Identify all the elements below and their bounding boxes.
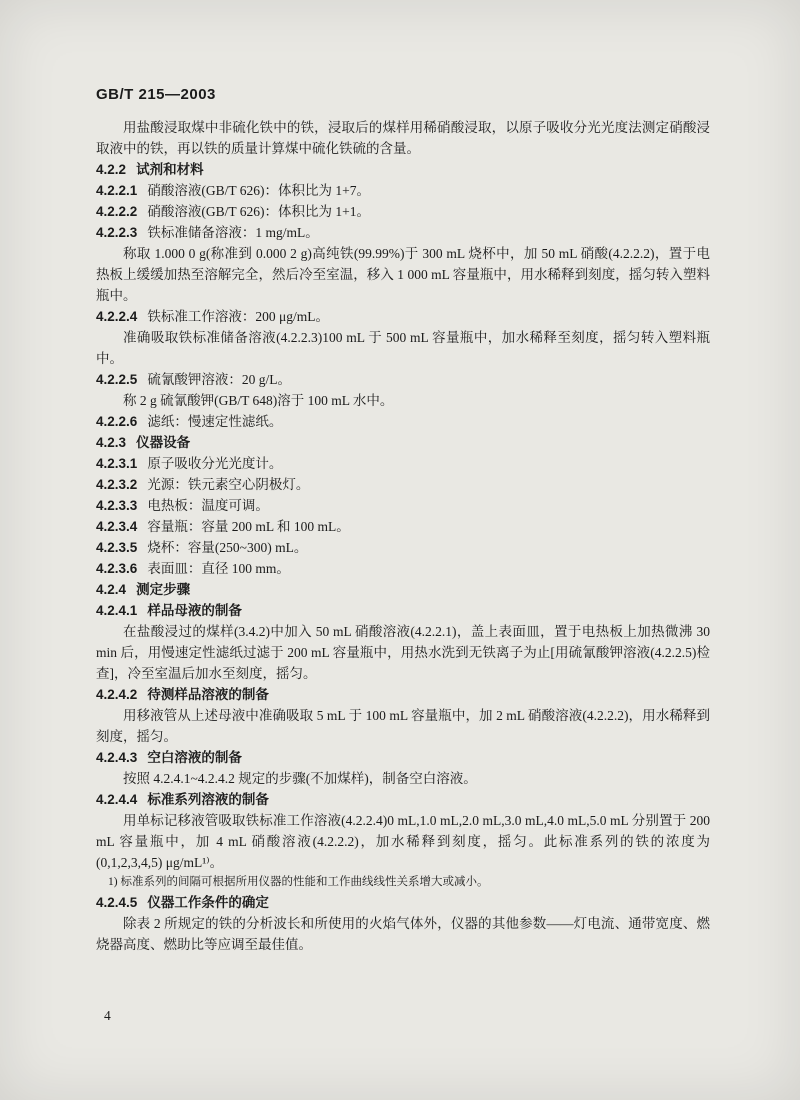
clause-number: 4.2.3.2 xyxy=(96,477,138,492)
clause-title: 测定步骤 xyxy=(136,582,191,597)
clause-title: 标准系列溶液的制备 xyxy=(147,792,269,807)
procedure-paragraph: 称取 1.000 0 g(称准到 0.000 2 g)高纯铁(99.99%)于 300 mL 烧杯中，加 50 mL 硝酸(4.2.2.2)，置于电热板上缓缓加热至溶解完全，然后冷至室温，移入 1 000 mL 容量瓶中，用水稀释到刻度，摇匀转入塑料瓶中。 xyxy=(96,246,710,303)
clause-number: 4.2.2.1 xyxy=(96,183,138,198)
clause-4-2-3-4 xyxy=(96,516,710,537)
clause-number: 4.2.2.5 xyxy=(96,372,138,387)
clause-number: 4.2.4 xyxy=(96,582,127,597)
clause-heading-4-2-4-2 xyxy=(96,684,710,705)
clause-text: 电热板：温度可调。 xyxy=(147,498,269,513)
clause-heading-4-2-3 xyxy=(96,432,710,453)
clause-heading-4-2-2 xyxy=(96,159,710,180)
clause-text: 滤纸：慢速定性滤纸。 xyxy=(147,414,283,429)
clause-text: 硝酸溶液(GB/T 626)：体积比为 1+7。 xyxy=(147,183,371,198)
procedure-paragraph: 在盐酸浸过的煤样(3.4.2)中加入 50 mL 硝酸溶液(4.2.2.1)，盖上表面皿，置于电热板上加热微沸 30 min 后，用慢速定性滤纸过滤于 200 mL 容量瓶中，用热水洗到无铁离子为止[用硫氰酸钾溶液(4.2.2.5)检查]，冷至室温后加水至刻度，摇匀。 xyxy=(96,624,710,681)
clause-4-2-2-6 xyxy=(96,411,710,432)
clause-number: 4.2.3.3 xyxy=(96,498,138,513)
clause-4-2-2-3 xyxy=(96,222,710,243)
clause-number: 4.2.4.1 xyxy=(96,603,138,618)
clause-number: 4.2.2 xyxy=(96,162,127,177)
clause-title: 待测样品溶液的制备 xyxy=(147,687,269,702)
clause-number: 4.2.2.2 xyxy=(96,204,138,219)
clause-heading-4-2-4-3 xyxy=(96,747,710,768)
clause-heading-4-2-4-5 xyxy=(96,892,710,913)
clause-4-2-3-5 xyxy=(96,537,710,558)
document-content xyxy=(96,117,710,955)
clause-4-2-2-2 xyxy=(96,201,710,222)
clause-number: 4.2.4.5 xyxy=(96,895,138,910)
clause-number: 4.2.2.4 xyxy=(96,309,138,324)
clause-text: 硝酸溶液(GB/T 626)：体积比为 1+1。 xyxy=(147,204,371,219)
page-number: 4 xyxy=(104,1008,111,1023)
procedure-paragraph: 准确吸取铁标准储备溶液(4.2.2.3)100 mL 于 500 mL 容量瓶中，加水稀释至刻度，摇匀转入塑料瓶中。 xyxy=(96,330,710,366)
clause-text: 表面皿：直径 100 mm。 xyxy=(147,561,290,576)
clause-heading-4-2-4-4 xyxy=(96,789,710,810)
procedure-paragraph: 用单标记移液管吸取铁标准工作溶液(4.2.2.4)0 mL,1.0 mL,2.0 mL,3.0 mL,4.0 mL,5.0 mL 分别置于 200 mL 容量瓶中，加 4 mL 硝酸溶液(4.2.2.2)，加水稀释到刻度，摇匀。此标准系列的铁的浓度为(0,1,2,3,4,5) μg/mL¹⁾。 xyxy=(96,813,710,870)
standard-number: GB/T 215—2003 xyxy=(96,86,216,103)
clause-4-2-2-5 xyxy=(96,369,710,390)
procedure-paragraph: 除表 2 所规定的铁的分析波长和所使用的火焰气体外，仪器的其他参数——灯电流、通带宽度、燃烧器高度、燃助比等应调至最佳值。 xyxy=(96,916,710,952)
clause-4-2-2-1 xyxy=(96,180,710,201)
clause-number: 4.2.3.4 xyxy=(96,519,138,534)
clause-title: 仪器工作条件的确定 xyxy=(147,895,269,910)
clause-title: 试剂和材料 xyxy=(136,162,204,177)
intro-paragraph: 用盐酸浸取煤中非硫化铁中的铁，浸取后的煤样用稀硝酸浸取，以原子吸收分光光度法测定硝酸浸取液中的铁，再以铁的质量计算煤中硫化铁硫的含量。 xyxy=(96,120,710,156)
clause-4-2-3-3 xyxy=(96,495,710,516)
clause-4-2-2-4 xyxy=(96,306,710,327)
clause-4-2-3-1 xyxy=(96,453,710,474)
clause-4-2-3-6 xyxy=(96,558,710,579)
clause-text: 原子吸收分光光度计。 xyxy=(147,456,283,471)
clause-number: 4.2.4.2 xyxy=(96,687,138,702)
clause-number: 4.2.2.3 xyxy=(96,225,138,240)
clause-heading-4-2-4-1 xyxy=(96,600,710,621)
clause-number: 4.2.3 xyxy=(96,435,127,450)
clause-number: 4.2.3.1 xyxy=(96,456,138,471)
procedure-paragraph: 用移液管从上述母液中准确吸取 5 mL 于 100 mL 容量瓶中，加 2 mL 硝酸溶液(4.2.2.2)，用水稀释到刻度，摇匀。 xyxy=(96,708,710,744)
clause-number: 4.2.4.4 xyxy=(96,792,138,807)
clause-text: 容量瓶：容量 200 mL 和 100 mL。 xyxy=(147,519,350,534)
clause-number: 4.2.4.3 xyxy=(96,750,138,765)
clause-text: 硫氰酸钾溶液：20 g/L。 xyxy=(147,372,292,387)
clause-title: 仪器设备 xyxy=(136,435,191,450)
clause-text: 光源：铁元素空心阴极灯。 xyxy=(147,477,310,492)
clause-text: 铁标准工作溶液：200 μg/mL。 xyxy=(147,309,330,324)
clause-number: 4.2.2.6 xyxy=(96,414,138,429)
footnote: 1) 标准系列的间隔可根据所用仪器的性能和工作曲线线性关系增大或减小。 xyxy=(108,876,489,888)
clause-heading-4-2-4 xyxy=(96,579,710,600)
clause-number: 4.2.3.5 xyxy=(96,540,138,555)
clause-text: 烧杯：容量(250~300) mL。 xyxy=(147,540,308,555)
clause-number: 4.2.3.6 xyxy=(96,561,138,576)
clause-title: 空白溶液的制备 xyxy=(147,750,242,765)
clause-4-2-3-2 xyxy=(96,474,710,495)
procedure-paragraph: 称 2 g 硫氰酸钾(GB/T 648)溶于 100 mL 水中。 xyxy=(123,393,394,408)
clause-title: 样品母液的制备 xyxy=(147,603,242,618)
clause-text: 铁标准储备溶液：1 mg/mL。 xyxy=(147,225,319,240)
procedure-paragraph: 按照 4.2.4.1~4.2.4.2 规定的步骤(不加煤样)，制备空白溶液。 xyxy=(123,771,477,786)
